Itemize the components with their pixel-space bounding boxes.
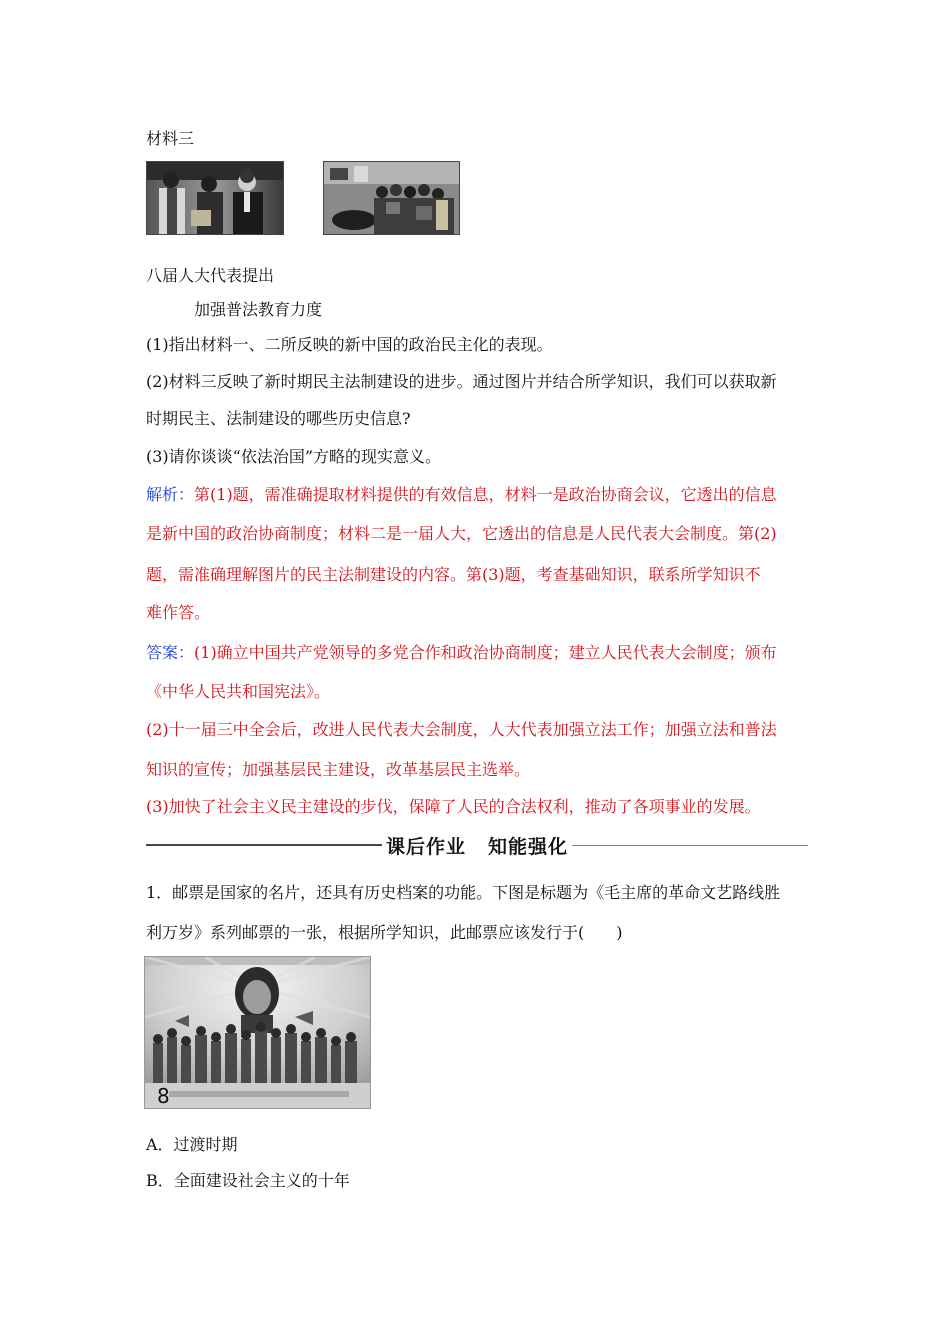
section-heading-text: 课后作业 知能强化 bbox=[385, 835, 569, 858]
analysis-line-4: 难作答。 bbox=[146, 603, 211, 622]
photo-npc-delegates bbox=[146, 161, 284, 235]
photo-caption-2: 加强普法教育力度 bbox=[194, 300, 323, 319]
analysis-line-3: 题，需准确理解图片的民主法制建设的内容。第(3)题，考查基础知识，联系所学知识不 bbox=[146, 565, 761, 584]
section-rule-left bbox=[146, 844, 382, 846]
q1-line-2: 利万岁》系列邮票的一张，根据所学知识，此邮票应该发行于( ) bbox=[146, 923, 623, 942]
option-b: B．全面建设社会主义的十年 bbox=[146, 1171, 350, 1190]
question-2-line-1: (2)材料三反映了新时期民主法制建设的进步。通过图片并结合所学知识，我们可以获取新 bbox=[146, 372, 777, 391]
answer-line-4: 知识的宣传；加强基层民主建设，改革基层民主选举。 bbox=[146, 760, 531, 779]
option-a: A．过渡时期 bbox=[146, 1135, 238, 1154]
section-rule-right bbox=[572, 845, 808, 846]
question-1: (1)指出材料一、二所反映的新中国的政治民主化的表现。 bbox=[146, 335, 553, 354]
answer-line-3: (2)十一届三中全会后，改进人民代表大会制度，人大代表加强立法工作；加强立法和普法 bbox=[146, 720, 777, 739]
answer-line-1: 答案：(1)确立中国共产党领导的多党合作和政治协商制度；建立人民代表大会制度；颁布 bbox=[146, 643, 777, 662]
section-heading bbox=[146, 832, 808, 858]
analysis-line-2: 是新中国的政治协商制度；材料二是一届人大，它透出的信息是人民代表大会制度。第(2) bbox=[146, 524, 777, 543]
stamp-denomination: 8 bbox=[157, 1084, 170, 1108]
stamp-image bbox=[144, 956, 371, 1109]
material-three-label: 材料三 bbox=[146, 129, 195, 148]
answer-label: 答案： bbox=[146, 643, 195, 662]
analysis-label: 解析： bbox=[146, 485, 195, 504]
q1-line-1: 1．邮票是国家的名片，还具有历史档案的功能。下图是标题为《毛主席的革命文艺路线胜 bbox=[146, 883, 781, 902]
analysis-line-1: 解析：第(1)题，需准确提取材料提供的有效信息，材料一是政治协商会议，它透出的信息 bbox=[146, 485, 777, 504]
answer-line-2: 《中华人民共和国宪法》。 bbox=[146, 682, 331, 701]
question-2-line-2: 时期民主、法制建设的哪些历史信息? bbox=[146, 409, 411, 428]
photo-law-education bbox=[323, 161, 460, 235]
photo-caption-1: 八届人大代表提出 bbox=[146, 266, 275, 285]
answer-line-5: (3)加快了社会主义民主建设的步伐，保障了人民的合法权利，推动了各项事业的发展。 bbox=[146, 797, 761, 816]
question-3: (3)请你谈谈“依法治国”方略的现实意义。 bbox=[146, 447, 442, 466]
